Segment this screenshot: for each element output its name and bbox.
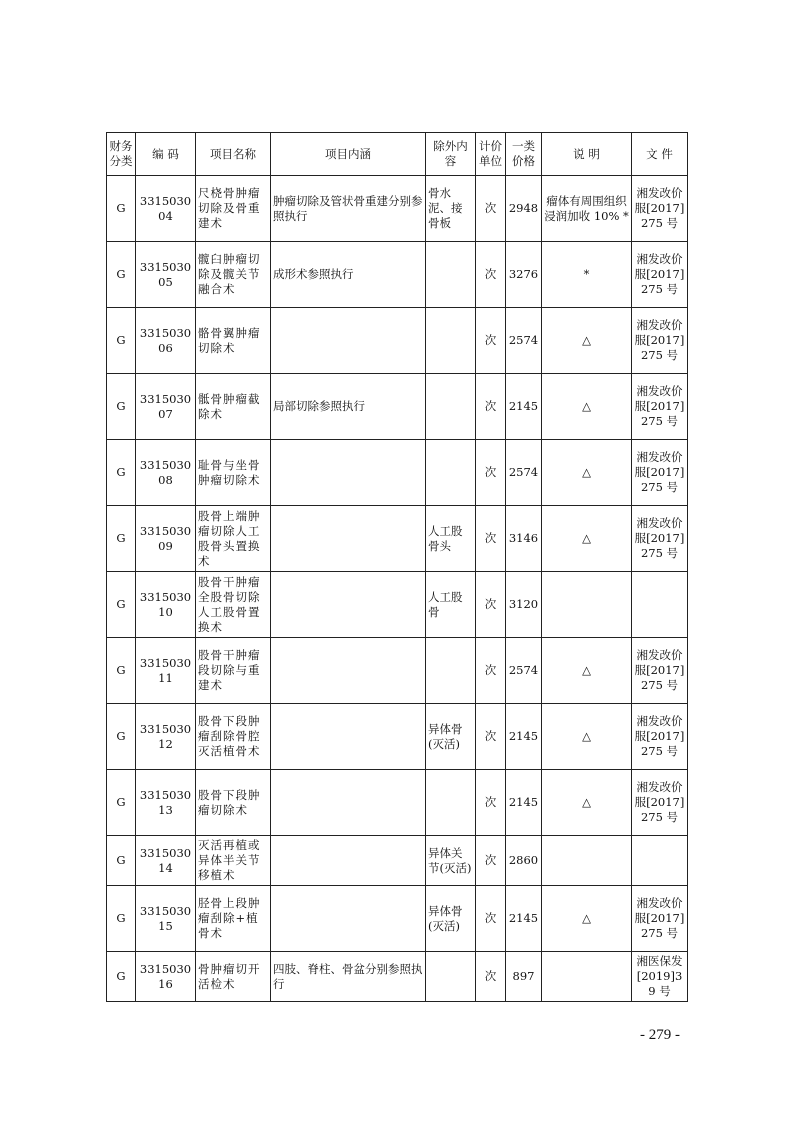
price-cell: 3276 <box>506 242 542 308</box>
note-cell: △ <box>542 886 632 952</box>
file-cell: 湘发改价服[2017]275 号 <box>632 506 688 572</box>
table-row <box>107 440 688 506</box>
header-excluded: 除外内容 <box>426 133 476 176</box>
table-row <box>107 506 688 572</box>
file-cell: 湘发改价服[2017]275 号 <box>632 440 688 506</box>
category-cell: G <box>107 886 136 952</box>
price-cell: 2574 <box>506 308 542 374</box>
excluded-cell: 骨水泥、接骨板 <box>426 176 476 242</box>
note-cell: 瘤体有周围组织浸润加收 10% * <box>542 176 632 242</box>
category-cell: G <box>107 440 136 506</box>
unit-cell: 次 <box>476 374 506 440</box>
file-cell: 湘发改价服[2017]275 号 <box>632 770 688 836</box>
code-cell: 331503011 <box>136 638 196 704</box>
code-cell: 331503015 <box>136 886 196 952</box>
unit-cell: 次 <box>476 242 506 308</box>
table-row <box>107 770 688 836</box>
file-cell: 湘发改价服[2017]275 号 <box>632 176 688 242</box>
header-item-content: 项目内涵 <box>271 133 426 176</box>
name-cell: 股骨干肿瘤全股骨切除人工股骨置换术 <box>196 572 271 638</box>
note-cell: △ <box>542 506 632 572</box>
file-cell: 湘发改价服[2017]275 号 <box>632 638 688 704</box>
unit-cell: 次 <box>476 836 506 886</box>
content-cell <box>271 506 426 572</box>
price-cell: 897 <box>506 952 542 1002</box>
note-cell <box>542 572 632 638</box>
file-cell <box>632 836 688 886</box>
price-cell: 3146 <box>506 506 542 572</box>
header-price: 一类价格 <box>506 133 542 176</box>
code-cell: 331503005 <box>136 242 196 308</box>
note-cell: △ <box>542 308 632 374</box>
unit-cell: 次 <box>476 506 506 572</box>
name-cell: 胫骨上段肿瘤刮除+植骨术 <box>196 886 271 952</box>
unit-cell: 次 <box>476 704 506 770</box>
category-cell: G <box>107 952 136 1002</box>
excluded-cell <box>426 638 476 704</box>
content-cell <box>271 308 426 374</box>
table-row <box>107 638 688 704</box>
header-code: 编 码 <box>136 133 196 176</box>
file-cell <box>632 572 688 638</box>
unit-cell: 次 <box>476 176 506 242</box>
note-cell: △ <box>542 770 632 836</box>
unit-cell: 次 <box>476 770 506 836</box>
table-row <box>107 176 688 242</box>
header-item-name: 项目名称 <box>196 133 271 176</box>
table-row <box>107 572 688 638</box>
excluded-cell <box>426 952 476 1002</box>
code-cell: 331503014 <box>136 836 196 886</box>
excluded-cell: 异体骨(灭活) <box>426 886 476 952</box>
table-row <box>107 308 688 374</box>
table-row <box>107 886 688 952</box>
code-cell: 331503010 <box>136 572 196 638</box>
name-cell: 耻骨与坐骨肿瘤切除术 <box>196 440 271 506</box>
category-cell: G <box>107 308 136 374</box>
code-cell: 331503013 <box>136 770 196 836</box>
excluded-cell <box>426 440 476 506</box>
header-unit: 计价单位 <box>476 133 506 176</box>
price-cell: 2145 <box>506 886 542 952</box>
price-cell: 3120 <box>506 572 542 638</box>
page-number: - 279 - <box>640 1027 680 1043</box>
content-cell: 局部切除参照执行 <box>271 374 426 440</box>
unit-cell: 次 <box>476 886 506 952</box>
excluded-cell: 人工股骨 <box>426 572 476 638</box>
note-cell: △ <box>542 638 632 704</box>
price-cell: 2574 <box>506 440 542 506</box>
price-cell: 2860 <box>506 836 542 886</box>
note-cell <box>542 836 632 886</box>
file-cell: 湘发改价服[2017]275 号 <box>632 886 688 952</box>
content-cell <box>271 886 426 952</box>
file-cell: 湘发改价服[2017]275 号 <box>632 242 688 308</box>
name-cell: 股骨上端肿瘤切除人工股骨头置换术 <box>196 506 271 572</box>
unit-cell: 次 <box>476 440 506 506</box>
excluded-cell <box>426 308 476 374</box>
price-cell: 2145 <box>506 374 542 440</box>
category-cell: G <box>107 374 136 440</box>
price-cell: 2145 <box>506 770 542 836</box>
name-cell: 股骨下段肿瘤切除术 <box>196 770 271 836</box>
category-cell: G <box>107 506 136 572</box>
header-note: 说 明 <box>542 133 632 176</box>
note-cell: △ <box>542 374 632 440</box>
category-cell: G <box>107 242 136 308</box>
header-category: 财务分类 <box>107 133 136 176</box>
category-cell: G <box>107 836 136 886</box>
content-cell: 肿瘤切除及管状骨重建分别参照执行 <box>271 176 426 242</box>
table-row <box>107 242 688 308</box>
content-cell <box>271 572 426 638</box>
name-cell: 股骨干肿瘤段切除与重建术 <box>196 638 271 704</box>
code-cell: 331503006 <box>136 308 196 374</box>
name-cell: 骶骨肿瘤截除术 <box>196 374 271 440</box>
content-cell <box>271 770 426 836</box>
content-cell <box>271 836 426 886</box>
table-row <box>107 374 688 440</box>
excluded-cell <box>426 242 476 308</box>
note-cell: △ <box>542 440 632 506</box>
price-cell: 2145 <box>506 704 542 770</box>
excluded-cell: 人工股骨头 <box>426 506 476 572</box>
table-row <box>107 952 688 1002</box>
code-cell: 331503004 <box>136 176 196 242</box>
excluded-cell: 异体骨(灭活) <box>426 704 476 770</box>
note-cell: △ <box>542 704 632 770</box>
unit-cell: 次 <box>476 952 506 1002</box>
file-cell: 湘医保发[2019]39 号 <box>632 952 688 1002</box>
content-cell <box>271 440 426 506</box>
code-cell: 331503012 <box>136 704 196 770</box>
name-cell: 骼骨翼肿瘤切除术 <box>196 308 271 374</box>
content-cell: 成形术参照执行 <box>271 242 426 308</box>
unit-cell: 次 <box>476 308 506 374</box>
category-cell: G <box>107 572 136 638</box>
category-cell: G <box>107 638 136 704</box>
header-row <box>107 133 688 176</box>
note-cell <box>542 952 632 1002</box>
code-cell: 331503016 <box>136 952 196 1002</box>
file-cell: 湘发改价服[2017]275 号 <box>632 308 688 374</box>
excluded-cell <box>426 374 476 440</box>
name-cell: 骨肿瘤切开活检术 <box>196 952 271 1002</box>
code-cell: 331503007 <box>136 374 196 440</box>
price-cell: 2574 <box>506 638 542 704</box>
code-cell: 331503008 <box>136 440 196 506</box>
name-cell: 灭活再植或异体半关节移植术 <box>196 836 271 886</box>
content-cell <box>271 704 426 770</box>
price-cell: 2948 <box>506 176 542 242</box>
category-cell: G <box>107 704 136 770</box>
content-cell <box>271 638 426 704</box>
table-row <box>107 836 688 886</box>
excluded-cell <box>426 770 476 836</box>
file-cell: 湘发改价服[2017]275 号 <box>632 374 688 440</box>
file-cell: 湘发改价服[2017]275 号 <box>632 704 688 770</box>
code-cell: 331503009 <box>136 506 196 572</box>
name-cell: 髋臼肿瘤切除及髋关节融合术 <box>196 242 271 308</box>
unit-cell: 次 <box>476 572 506 638</box>
content-cell: 四肢、脊柱、骨盆分别参照执行 <box>271 952 426 1002</box>
name-cell: 尺桡骨肿瘤切除及骨重建术 <box>196 176 271 242</box>
table-row <box>107 704 688 770</box>
name-cell: 股骨下段肿瘤刮除骨腔灭活植骨术 <box>196 704 271 770</box>
category-cell: G <box>107 176 136 242</box>
price-table <box>106 132 688 1002</box>
header-file: 文 件 <box>632 133 688 176</box>
excluded-cell: 异体关节(灭活) <box>426 836 476 886</box>
category-cell: G <box>107 770 136 836</box>
note-cell: * <box>542 242 632 308</box>
unit-cell: 次 <box>476 638 506 704</box>
